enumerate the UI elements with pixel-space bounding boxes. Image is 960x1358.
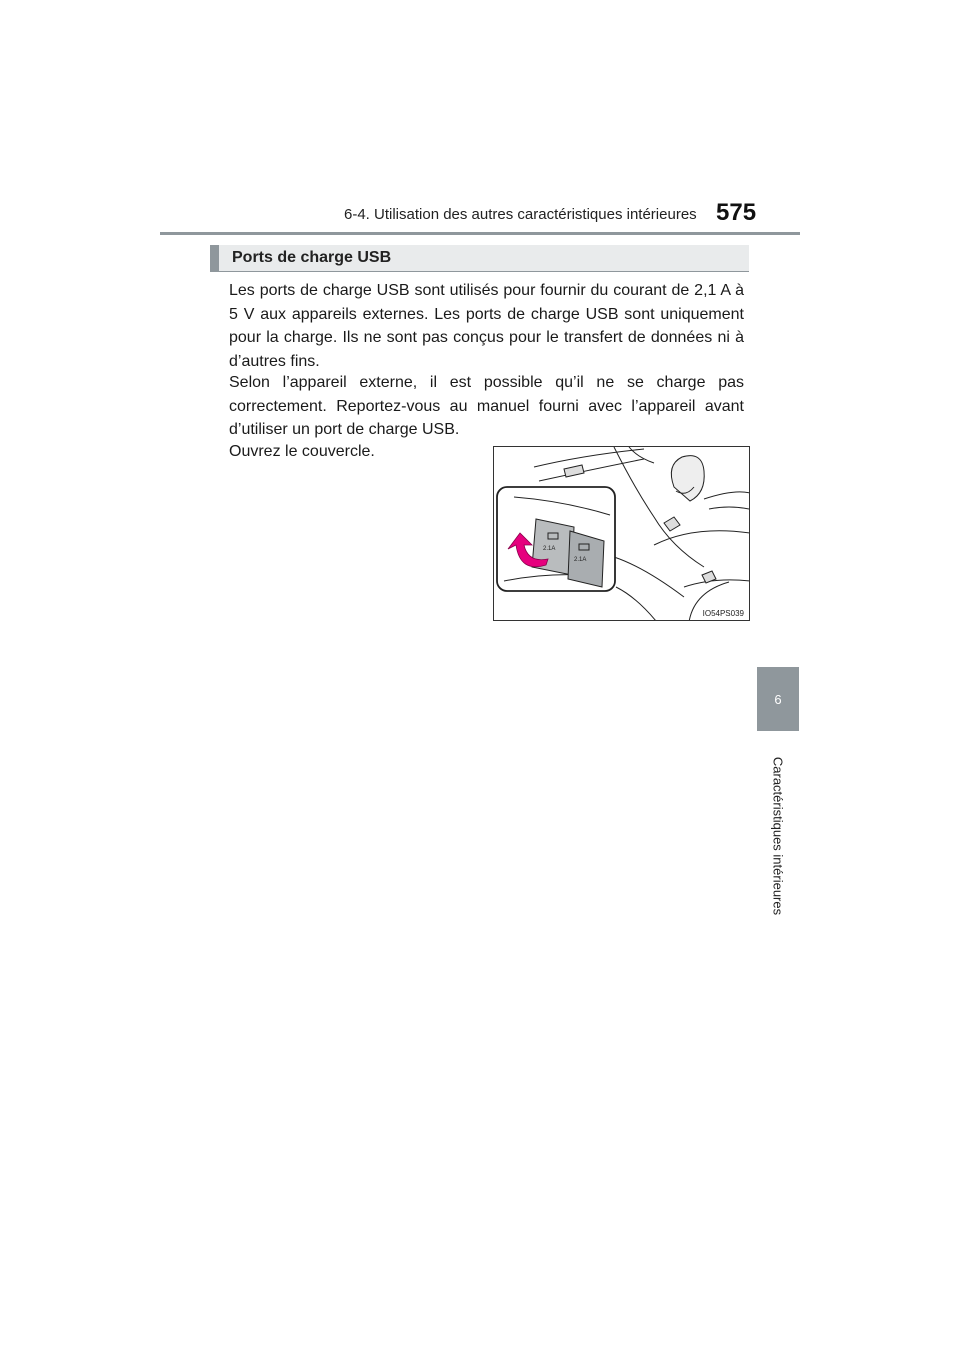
page-number: 575 — [716, 199, 757, 226]
console-drawing — [494, 447, 750, 621]
section-heading — [210, 245, 749, 272]
chapter-number: 6 — [774, 691, 782, 707]
port-label-left: 2.1A — [543, 546, 556, 552]
port-label-right: 2.1A — [574, 557, 587, 563]
figure-code: IO54PS039 — [702, 609, 744, 618]
paragraph-open-cover: Ouvrez le couvercle. — [229, 443, 375, 460]
paragraph-device-compat: Selon l’appareil externe, il est possible qu’il ne se charge pas correctement. Reportez-vous au manuel fourni avec l’appareil avant d’utiliser un port de charge USB. — [229, 374, 744, 438]
paragraph-usb-purpose: Les ports de charge USB sont utilisés pour fournir du courant de 2,1 A à 5 V aux appareils externes. Les ports de charge USB sont uniquement pour la charge. Ils ne sont pas conçus pour le transfert de données ni à d’autres fins. — [229, 282, 744, 370]
chapter-tab — [757, 667, 799, 731]
usb-port-illustration — [493, 446, 750, 621]
header-divider — [160, 232, 800, 235]
running-header: 6-4. Utilisation des autres caractéristiques intérieures — [344, 206, 697, 223]
chapter-side-label: Caractéristiques intérieures — [770, 756, 786, 916]
section-heading-text: Ports de charge USB — [232, 249, 392, 266]
